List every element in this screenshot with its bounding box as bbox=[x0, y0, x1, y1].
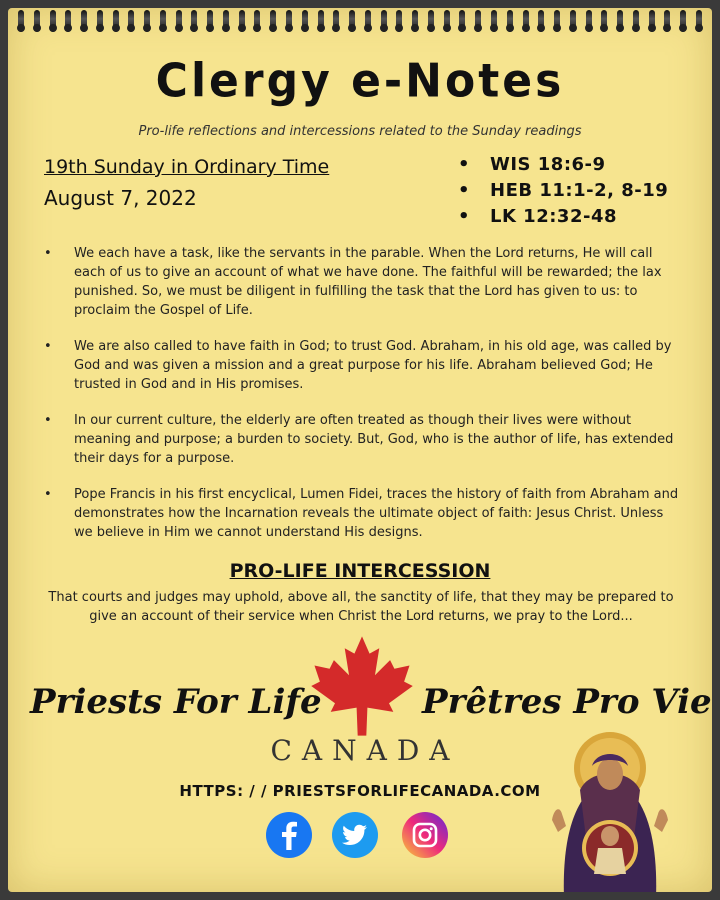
maple-leaf-icon bbox=[308, 632, 416, 740]
facebook-icon[interactable] bbox=[266, 812, 312, 858]
occasion-heading: 19th Sunday in Ordinary Time bbox=[44, 156, 330, 178]
intercession-heading: PRO-LIFE INTERCESSION bbox=[229, 560, 491, 582]
reflection-item: • Pope Francis in his first encyclical, Lumen Fidei, traces the history of faith from Abraham and demonstrates how the Incarnation reveals the ultimate object of faith: Jesus Christ. Unless we believe in Him we cannot understand His designs. bbox=[44, 485, 684, 542]
reflection-item: • We each have a task, like the servants in the parable. When the Lord returns, He will call each of us to give an account of what we have done. The faithful will be rewarded; the lax punished. So, we must be diligent in fulfilling the task that the Lord has given to us: to proclaim the Gospel of Life. bbox=[44, 244, 684, 320]
page-subtitle: Pro-life reflections and intercessions related to the Sunday readings bbox=[138, 124, 582, 139]
reading-item: • LK 12:32-48 bbox=[458, 204, 668, 230]
readings-list bbox=[458, 152, 668, 230]
madonna-icon bbox=[544, 728, 676, 892]
website-link[interactable]: HTTPS: / / PRIESTSFORLIFECANADA.COM bbox=[179, 782, 541, 800]
spiral-binding bbox=[8, 8, 712, 38]
intercession-text: That courts and judges may uphold, above all, the sanctity of life, that they may be prepared to give an account of their service when Christ the Lord returns, we pray to the Lord... bbox=[48, 590, 674, 624]
twitter-icon[interactable] bbox=[332, 812, 378, 858]
reflection-item: • We are also called to have faith in God; to trust God. Abraham, in his old age, was called by God and was given a mission and a great purpose for his life. Abraham believed God; He trusted in God and in His promises. bbox=[44, 337, 684, 394]
notepad-page bbox=[8, 8, 712, 892]
country-label: CANADA bbox=[270, 734, 460, 767]
instagram-icon[interactable] bbox=[402, 812, 448, 858]
org-name-english: Priests For Life bbox=[30, 682, 322, 722]
reflection-item: • In our current culture, the elderly are often treated as though their lives were without meaning and purpose; a burden to society. But, God, who is the author of life, has extended their days for a purpose. bbox=[44, 411, 684, 468]
org-name-french: Prêtres Pro Vie bbox=[422, 682, 712, 722]
reflection-list bbox=[44, 244, 684, 559]
reading-item: • WIS 18:6-9 bbox=[458, 152, 668, 178]
reading-item: • HEB 11:1-2, 8-19 bbox=[458, 178, 668, 204]
date-text: August 7, 2022 bbox=[44, 186, 197, 210]
page-title: Clergy e-Notes bbox=[155, 54, 565, 109]
